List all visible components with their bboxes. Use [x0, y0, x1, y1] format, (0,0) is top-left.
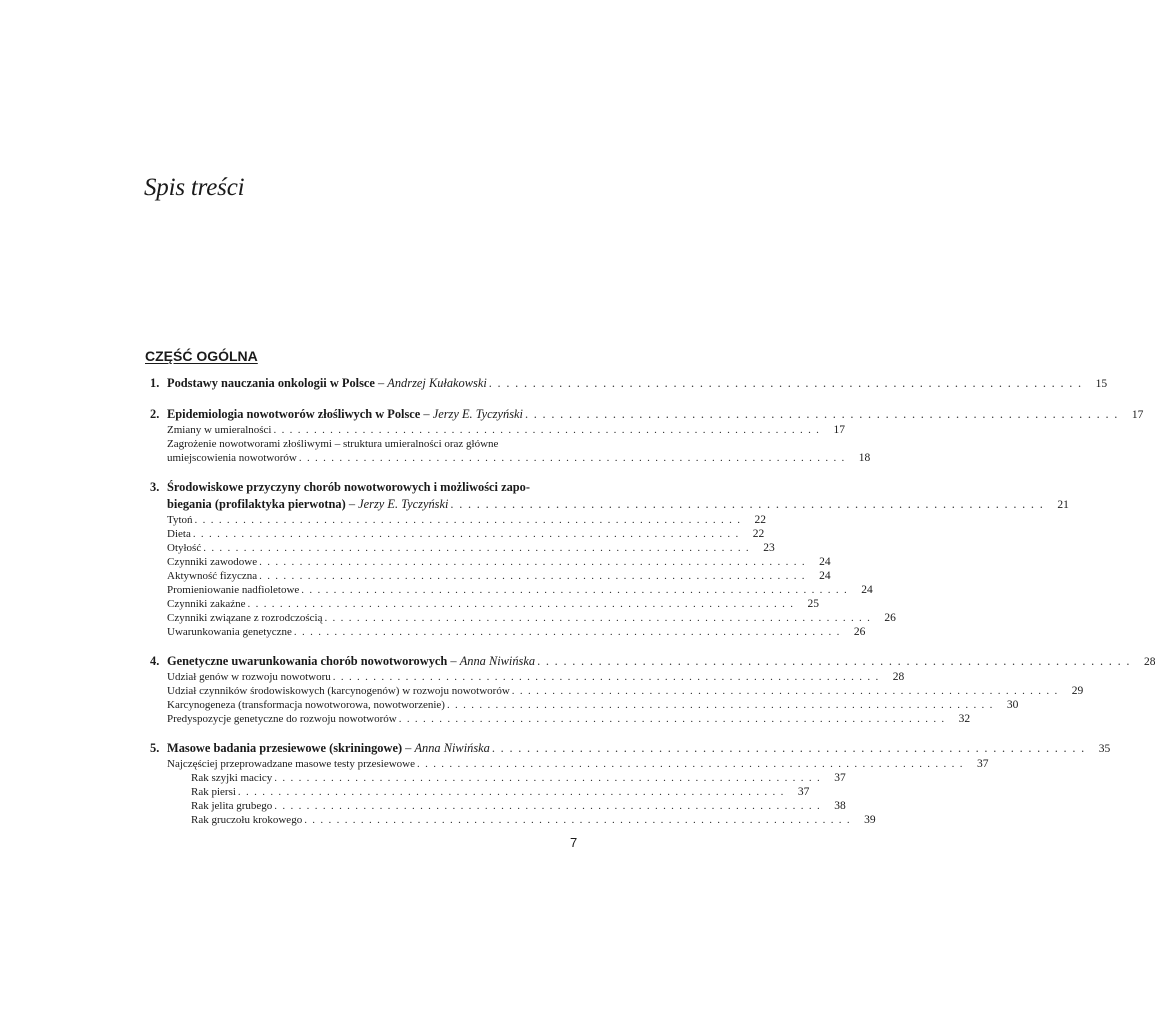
chapter-title: Genetyczne uwarunkowania chorób nowotworowych — [167, 654, 448, 668]
subentry-text: Rak jelita grubego — [191, 800, 273, 812]
toc-subentry[interactable] — [150, 698, 1019, 712]
subentry-text: Najczęściej przeprowadzane masowe testy przesiewowe — [167, 758, 415, 770]
page-ref: 18 — [858, 452, 871, 464]
page-ref: 38 — [834, 800, 846, 812]
toc-subentry[interactable] — [150, 757, 989, 771]
page-ref: 32 — [958, 713, 971, 725]
subentry-text: Czynniki zawodowe — [167, 556, 258, 568]
dot-leader — [304, 813, 849, 827]
subentry-text: Dieta — [167, 528, 191, 540]
toc-subentry[interactable] — [150, 555, 831, 569]
subentry-text: Udział czynników środowiskowych (karcynogenów) w rozwoju nowotworów — [167, 685, 510, 697]
dot-leader — [324, 611, 869, 625]
dot-leader — [294, 625, 839, 639]
page-ref: 26 — [853, 626, 866, 638]
subentry-text: Uwarunkowania genetyczne — [167, 626, 292, 638]
dot-leader — [259, 569, 804, 583]
page-ref: 24 — [819, 556, 831, 568]
toc-subentry[interactable] — [150, 527, 765, 541]
toc-subsubentry[interactable] — [150, 813, 876, 827]
page-ref: 37 — [834, 772, 846, 784]
page-ref: 15 — [1095, 378, 1108, 390]
subentry-text: Czynniki zakaźne — [167, 598, 246, 610]
dot-leader — [259, 555, 804, 569]
chapter-title: Epidemiologia nowotworów złośliwych w Polsce — [167, 407, 421, 421]
toc-entry[interactable]: 2. Epidemiologia nowotworów złośliwych w Polsce – Jerzy E. Tyczyński . . . 17 — [150, 406, 580, 423]
toc-subsubentry[interactable] — [150, 799, 846, 813]
dot-leader — [203, 541, 748, 555]
subentry-text: Aktywność fizyczna — [167, 570, 258, 582]
dot-leader — [195, 513, 740, 527]
subentry-text: umiejscowienia nowotworów — [167, 452, 297, 464]
page-ref: 25 — [807, 598, 819, 610]
dot-leader — [333, 670, 878, 684]
chapter-author: Andrzej Kułakowski — [387, 376, 487, 390]
page-ref: 30 — [1006, 699, 1019, 711]
toc-subentry[interactable] — [150, 712, 971, 726]
page-ref: 28 — [892, 671, 905, 683]
dot-leader — [492, 740, 1084, 757]
subentry-text-line1: Zagrożenie nowotworami złośliwymi – struktura umieralności oraz główne — [167, 438, 499, 450]
dot-leader — [450, 496, 1042, 513]
dot-leader — [525, 406, 1117, 423]
page-ref: 35 — [1098, 743, 1111, 755]
page-ref: 23 — [763, 542, 775, 554]
page-ref: 28 — [1143, 656, 1155, 668]
page-ref: 22 — [752, 528, 765, 540]
toc-chapter-3 — [150, 479, 1069, 639]
page-ref: 22 — [754, 514, 766, 526]
toc-subentry[interactable] — [150, 597, 819, 611]
page-ref: 37 — [976, 758, 989, 770]
subentry-text: Promieniowanie nadfioletowe — [167, 584, 300, 596]
toc-chapter-4 — [150, 653, 1155, 726]
dot-leader — [417, 757, 962, 771]
toc-entry[interactable]: 4. Genetyczne uwarunkowania chorób nowotworowych – Anna Niwińska . . . 28 — [150, 653, 580, 670]
toc-subentry[interactable] — [150, 423, 845, 437]
page-ref: 24 — [861, 584, 873, 596]
chapter-number: 2. — [150, 407, 160, 421]
toc-subentry[interactable] — [150, 670, 905, 684]
page-title: Spis treści — [144, 174, 245, 201]
dot-leader — [537, 653, 1129, 670]
subentry-text: Udział genów w rozwoju nowotworu — [167, 671, 331, 683]
toc-entry[interactable]: biegania (profilaktyka pierwotna) – Jerzy E. Tyczyński . . . 21 — [150, 496, 580, 513]
page-ref: 39 — [864, 814, 876, 826]
subentry-text: Karcynogeneza (transformacja nowotworowa, nowotworzenie) — [167, 699, 445, 711]
page-ref: 29 — [1071, 685, 1084, 697]
dot-leader — [193, 527, 738, 541]
chapter-author: Anna Niwińska — [459, 654, 536, 668]
dot-leader — [512, 684, 1057, 698]
subentry-text: Tytoń — [167, 514, 193, 526]
toc-subentry[interactable] — [150, 513, 766, 527]
chapter-author: Jerzy E. Tyczyński — [432, 407, 523, 421]
dot-leader — [238, 785, 783, 799]
toc-subsubentry[interactable] — [150, 771, 846, 785]
dot-leader — [447, 698, 992, 712]
chapter-number: 5. — [150, 741, 160, 755]
subentry-text: Rak szyjki macicy — [191, 772, 273, 784]
subentry-text: Rak gruczołu krokowego — [191, 814, 303, 826]
dot-leader — [274, 799, 819, 813]
chapter-title: Podstawy nauczania onkologii w Polsce — [167, 376, 375, 390]
dot-leader — [273, 423, 818, 437]
toc-entry[interactable]: 5. Masowe badania przesiewowe (skriningowe) – Anna Niwińska . . . 35 — [150, 740, 580, 757]
page-number: 7 — [570, 835, 578, 850]
dot-leader — [248, 597, 793, 611]
toc-subentry[interactable] — [150, 684, 1084, 698]
chapter-number: 4. — [150, 654, 160, 668]
toc-subsubentry[interactable] — [150, 785, 810, 799]
toc-subentry[interactable] — [150, 625, 866, 639]
chapter-author: Jerzy E. Tyczyński — [358, 497, 449, 511]
dot-leader — [301, 583, 846, 597]
page-ref: 26 — [884, 612, 896, 624]
dot-leader — [299, 451, 844, 465]
subentry-text: Rak piersi — [191, 786, 236, 798]
page-ref: 17 — [833, 424, 845, 436]
toc-chapter-2 — [150, 406, 1144, 465]
subentry-text: Predyspozycje genetyczne do rozwoju nowotworów — [167, 713, 397, 725]
page-ref: 24 — [819, 570, 831, 582]
toc-chapter-1 — [150, 375, 1108, 392]
chapter-number: 1. — [150, 376, 160, 390]
toc-chapter-5 — [150, 740, 1111, 827]
toc-subentry[interactable] — [150, 541, 775, 555]
subentry-text: Otyłość — [167, 542, 202, 554]
toc-subentry[interactable] — [150, 569, 831, 583]
toc-subentry[interactable] — [150, 611, 896, 625]
table-of-contents — [150, 375, 1155, 841]
subentry-text: Czynniki związane z rozrodczością — [167, 612, 323, 624]
dot-leader — [489, 375, 1081, 392]
part-heading: CZĘŚĆ OGÓLNA — [145, 348, 258, 364]
dot-leader — [399, 712, 944, 726]
chapter-author: Anna Niwińska — [414, 741, 490, 755]
subentry-text: Zmiany w umieralności — [167, 424, 272, 436]
toc-subentry[interactable] — [150, 451, 871, 465]
dot-leader — [274, 771, 819, 785]
toc-entry[interactable]: 1. Podstawy nauczania onkologii w Polsce – Andrzej Kułakowski . . . 15 — [150, 375, 580, 392]
toc-entry-line1[interactable] — [150, 479, 580, 496]
page-ref: 17 — [1131, 409, 1144, 421]
page-ref: 21 — [1057, 499, 1069, 511]
chapter-title: biegania (profilaktyka pierwotna) — [167, 497, 346, 511]
chapter-title-line1: Środowiskowe przyczyny chorób nowotworowych i możliwości zapo- — [167, 480, 530, 494]
toc-subentry[interactable] — [150, 583, 873, 597]
chapter-title: Masowe badania przesiewowe (skriningowe) — [167, 741, 403, 755]
page-ref: 37 — [797, 786, 810, 798]
chapter-number: 3. — [150, 480, 160, 494]
